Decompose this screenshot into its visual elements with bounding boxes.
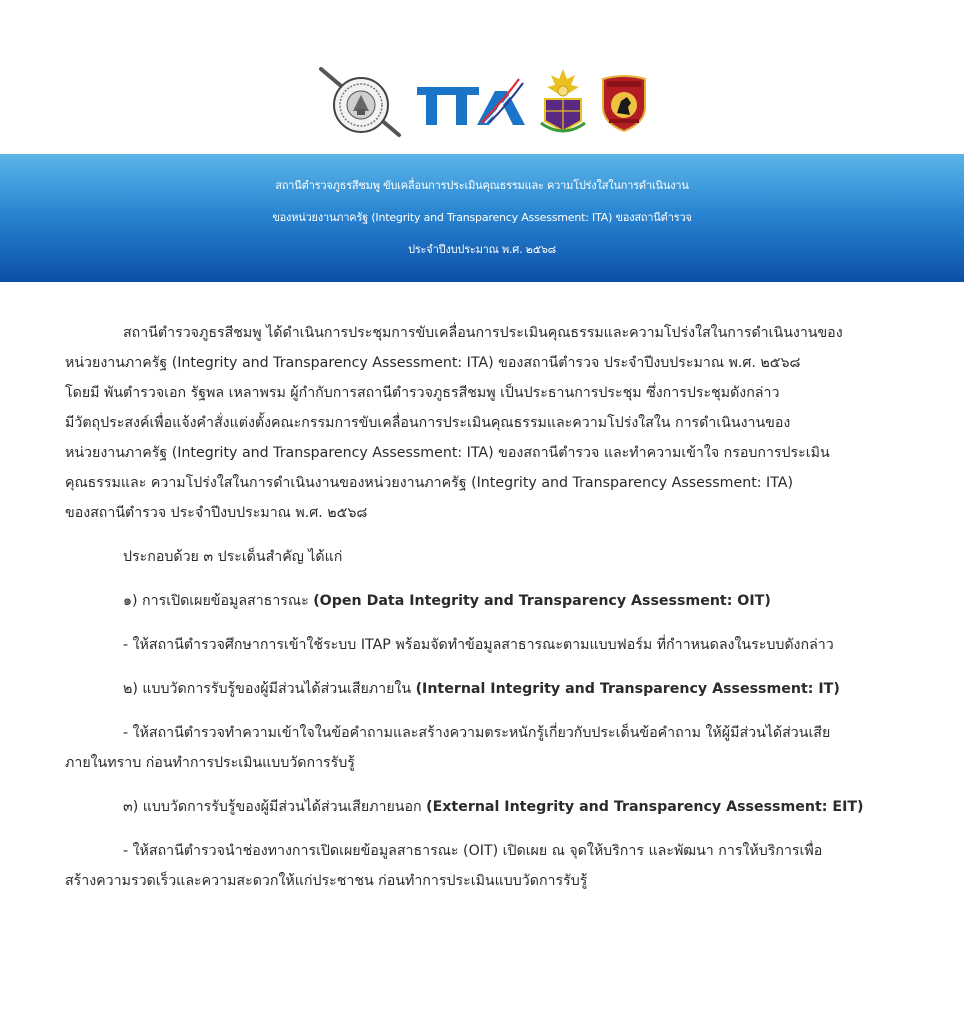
item-detail-line: ภายในทราบ ก่อนทำการประเมินแบบวัดการรับรู้ <box>65 755 355 771</box>
title-banner <box>0 154 964 282</box>
article-body <box>65 318 900 896</box>
police-station-badge <box>599 73 649 133</box>
intro-line: มีวัตถุประสงค์เพื่อแจ้งคำสั่งแต่งตั้งคณะกรรมการขับเคลื่อนการประเมินคุณธรรมและความโปร่งใสใน การดำเนินงานของ <box>65 415 791 431</box>
intro-line: ของสถานีตำรวจ ประจำปีงบประมาณ พ.ศ. ๒๕๖๘ <box>65 505 368 521</box>
item-heading-3 <box>65 792 900 822</box>
item-heading-en: (Open Data Integrity and Transparency Assessment: OIT) <box>313 593 771 609</box>
item-heading-en: (Internal Integrity and Transparency Assessment: IT) <box>415 681 840 697</box>
item-detail-line: - ให้สถานีตำรวจนำช่องทางการเปิดเผยข้อมูลสาธารณะ (OIT) เปิดเผย ณ จุดให้บริการ และพัฒนา การให้บริการเพื่อ <box>123 843 823 859</box>
intro-paragraph <box>65 318 900 528</box>
intro-line: สถานีตำรวจภูธรสีชมพู ได้ดำเนินการประชุมการขับเคลื่อนการประเมินคุณธรรมและความโปร่งใสในการดำเนินงานของ <box>123 325 843 341</box>
intro-line: คุณธรรมและ ความโปร่งใสในการดำเนินงานของหน่วยงานภาครัฐ (Integrity and Transparency Assessment: ITA) <box>65 475 794 491</box>
banner-title-line: ของหน่วยงานภาครัฐ (Integrity and Transparency Assessment: ITA) ของสถานีตำรวจ <box>272 211 692 224</box>
logo-row <box>0 62 964 144</box>
item-detail-line: - ให้สถานีตำรวจศึกษาการเข้าใช้ระบบ ITAP พร้อมจัดทำข้อมูลสาธารณะตามแบบฟอร์ม ที่กำาหนดลงในระบบดังกล่าว <box>123 637 834 653</box>
royal-seal-logo <box>315 65 405 141</box>
summary-line: ประกอบด้วย ๓ ประเด็นสำคัญ ได้แก่ <box>123 549 343 565</box>
item-heading-1 <box>65 586 900 616</box>
intro-line: โดยมี พันตำรวจเอก รัฐพล เหลาพรม ผู้กำกับการสถานีตำรวจภูธรสีชมพู เป็นประธานการประชุม ซึ่งการประชุมดังกล่าว <box>65 385 780 401</box>
item-detail-line: - ให้สถานีตำรวจทำความเข้าใจในข้อคำถามและสร้างความตระหนักรู้เกี่ยวกับประเด็นข้อคำถาม ให้ผู้มีส่วนได้ส่วนเสีย <box>123 725 831 741</box>
ita-logo <box>415 75 527 131</box>
item-heading-2 <box>65 674 900 704</box>
royal-thai-police-emblem <box>537 67 589 139</box>
banner-title-line: ประจำปีงบประมาณ พ.ศ. ๒๕๖๘ <box>408 243 556 256</box>
item-detail-line: สร้างความรวดเร็วและความสะดวกให้แก่ประชาชน ก่อนทำการประเมินแบบวัดการรับรู้ <box>65 873 588 889</box>
intro-line: หน่วยงานภาครัฐ (Integrity and Transparency Assessment: ITA) ของสถานีตำรวจ ประจำปีงบประมาณ พ.ศ. ๒๕๖๘ <box>65 355 801 371</box>
item-heading-th: ๑) การเปิดเผยข้อมูลสาธารณะ <box>123 593 314 609</box>
item-heading-th: ๓) แบบวัดการรับรู้ของผู้มีส่วนได้ส่วนเสียภายนอก <box>123 799 427 815</box>
item-heading-th: ๒) แบบวัดการรับรู้ของผู้มีส่วนได้ส่วนเสียภายใน <box>123 681 416 697</box>
item-heading-en: (External Integrity and Transparency Assessment: EIT) <box>426 799 864 815</box>
banner-title-line: สถานีตำรวจภูธรสีชมพู ขับเคลื่อนการประเมินคุณธรรมและ ความโปร่งใสในการดำเนินงาน <box>275 179 689 192</box>
intro-line: หน่วยงานภาครัฐ (Integrity and Transparency Assessment: ITA) ของสถานีตำรวจ และทำความเข้าใจ กรอบการประเมิน <box>65 445 830 461</box>
